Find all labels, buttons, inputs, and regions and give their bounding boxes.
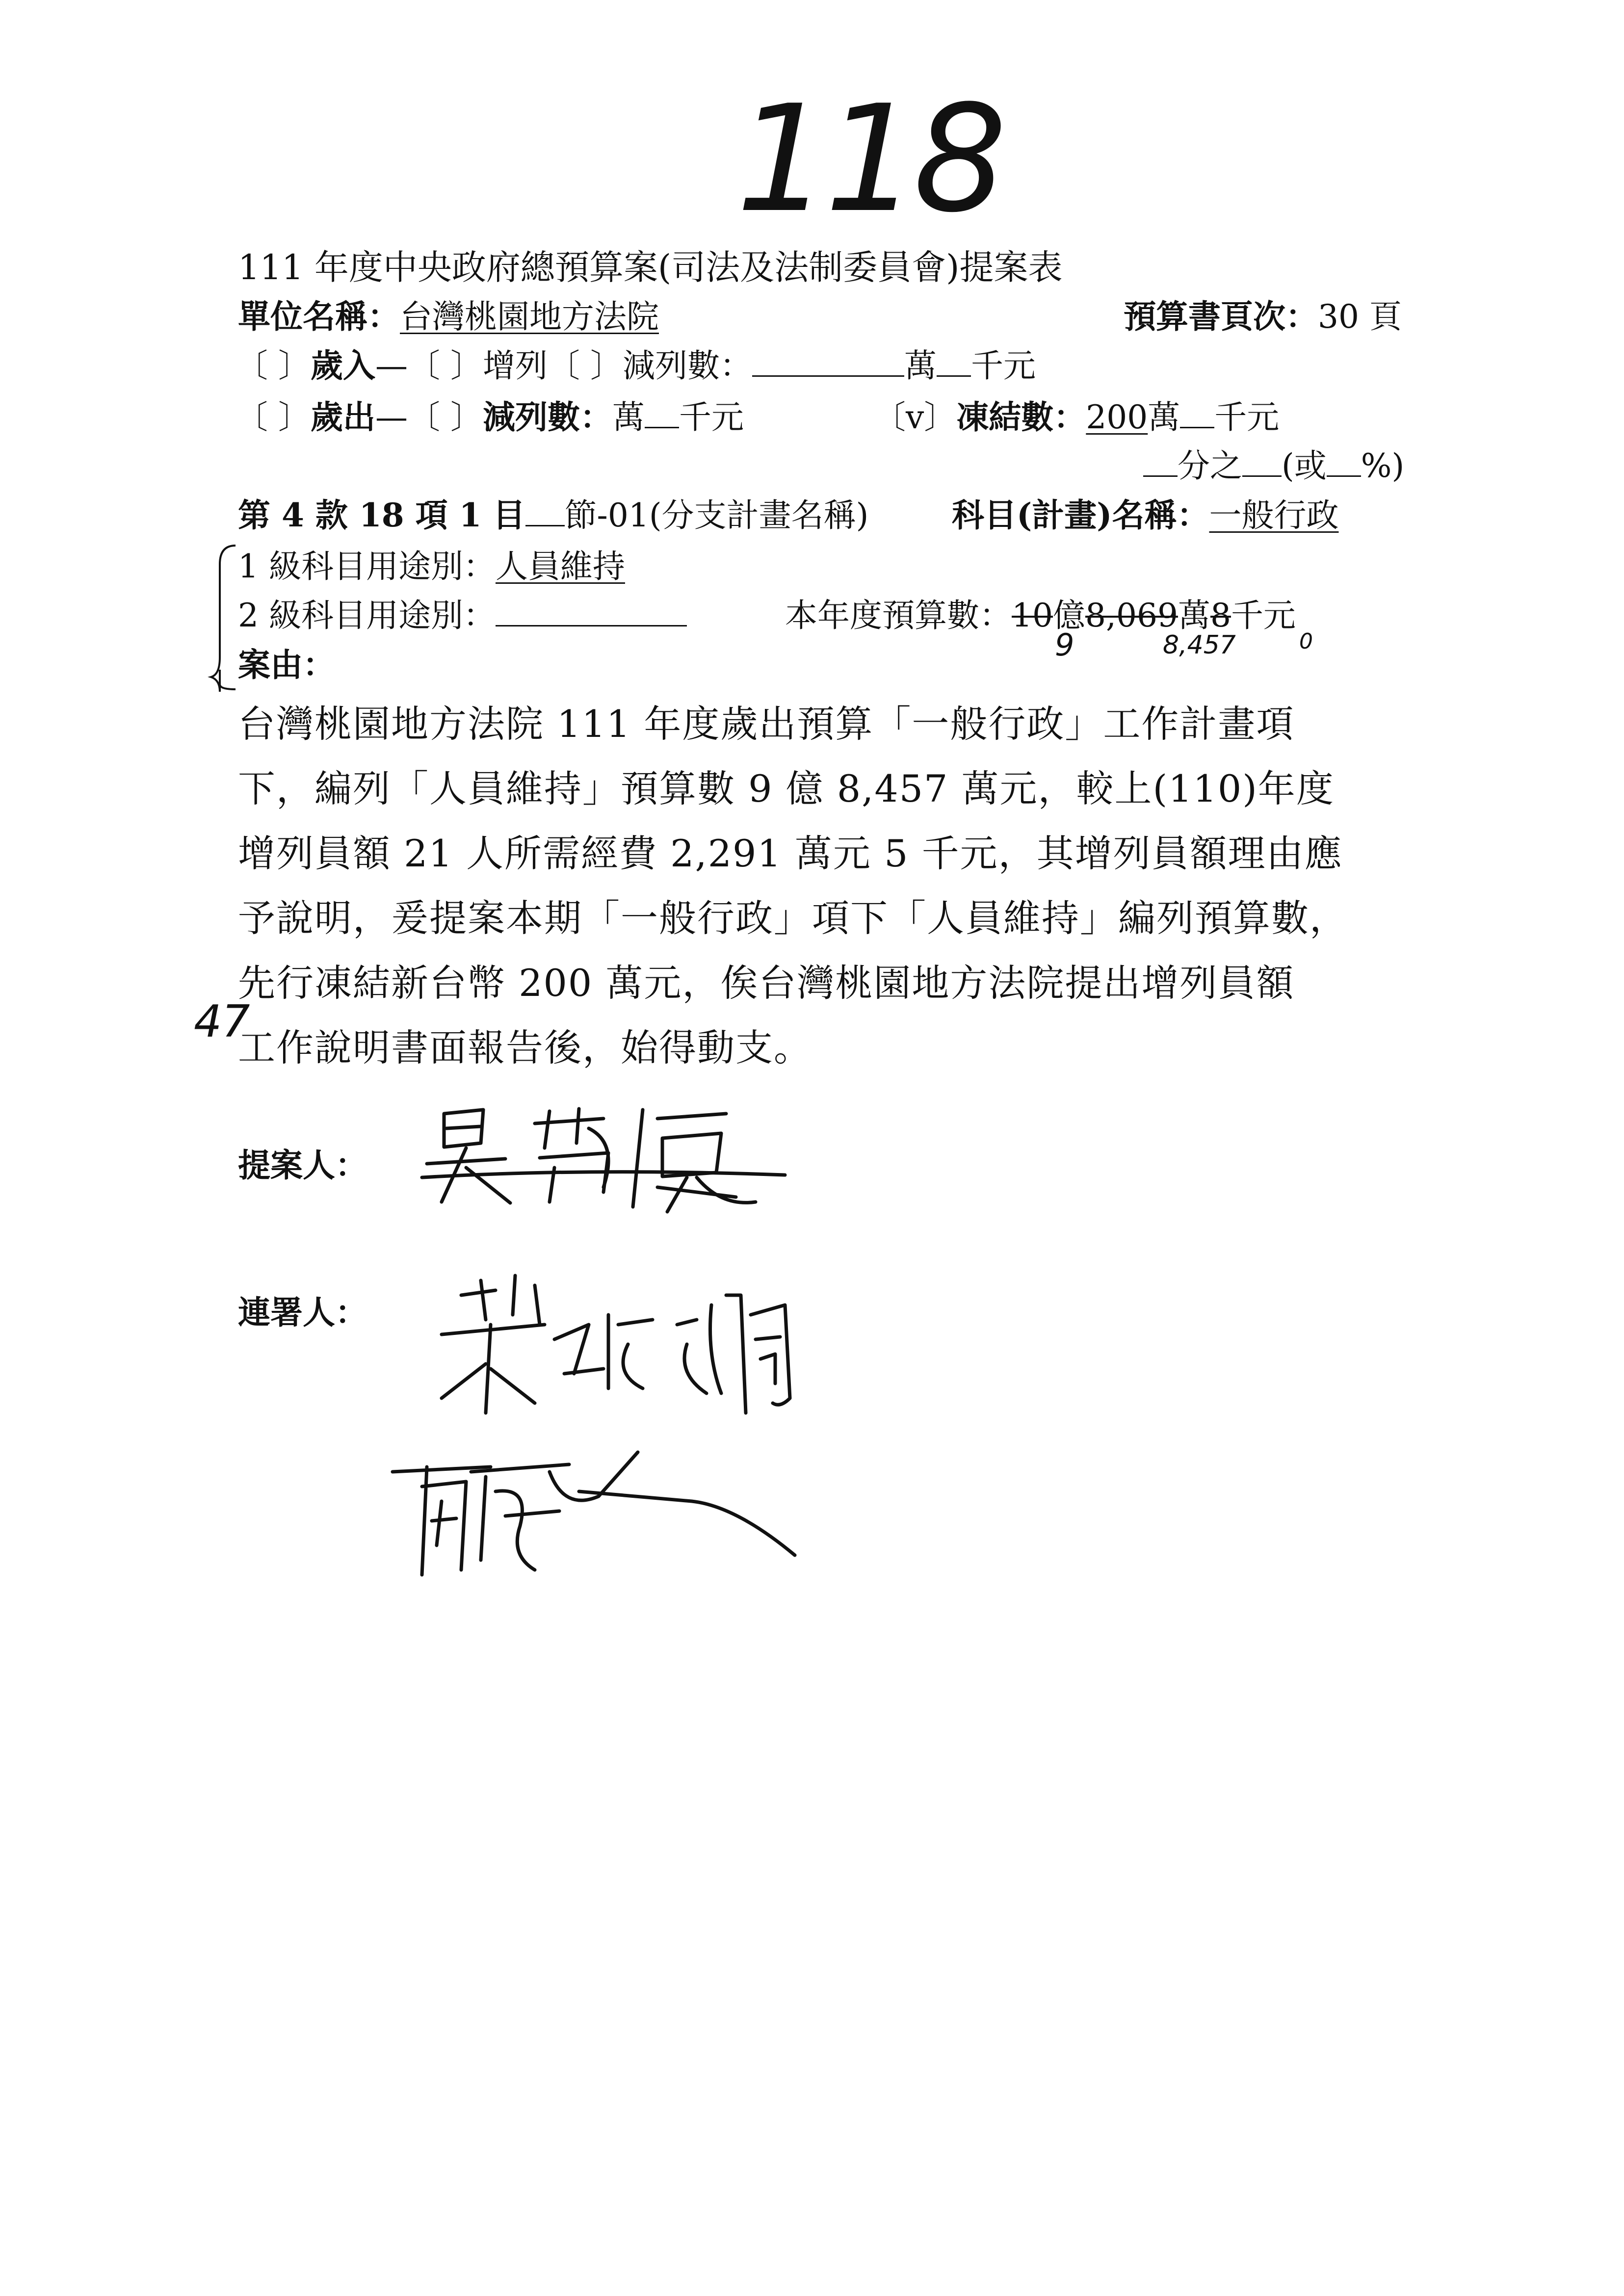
fraction-denominator-blank <box>1242 447 1282 477</box>
fraction-label: 分之 <box>1178 447 1242 485</box>
expenditure-decrease-checkbox: 〔 〕 <box>407 398 483 436</box>
subject-label: 科目(計畫)名稱： <box>952 496 1209 534</box>
level1-value: 人員維持 <box>495 548 625 585</box>
handwritten-margin-mark: 47 <box>194 996 250 1047</box>
reason-label: 案由： <box>238 646 335 684</box>
fraction-line <box>1143 444 1404 488</box>
unit-line <box>238 294 659 339</box>
expenditure-dash: — <box>375 398 408 436</box>
expenditure-qian-unit: 千元 <box>679 398 744 436</box>
item-jie-blank <box>525 496 565 526</box>
fraction-numerator-blank <box>1143 447 1178 477</box>
budget-yi-original: 10 <box>1012 597 1053 634</box>
level2-line <box>238 594 687 638</box>
revenue-dash: — <box>375 347 408 385</box>
budget-page-label: 預算書頁次： <box>1124 297 1318 336</box>
revenue-decrease-label: 減列數： <box>622 347 752 385</box>
level1-label: 1 級科目用途別： <box>238 548 496 585</box>
revenue-increase-checkbox: 〔 〕 <box>407 347 483 385</box>
revenue-qian-unit: 千元 <box>970 347 1036 385</box>
reason-line-3: 增列員額 21 人所需經費 2,291 萬元 5 千元，其增列員額理由應 <box>238 832 1343 875</box>
level1-line <box>238 545 625 589</box>
revenue-decrease-checkbox: 〔 〕 <box>547 347 623 385</box>
revenue-wan-unit: 萬 <box>904 347 937 385</box>
item-prefix: 第 4 款 18 項 1 目 <box>238 496 525 534</box>
freeze-qian-blank <box>1180 398 1214 428</box>
cosigner-label: 連署人： <box>238 1293 367 1331</box>
freeze-line <box>873 395 1279 440</box>
expenditure-checkbox: 〔 〕 <box>236 398 311 436</box>
reason-line-1: 台灣桃園地方法院 111 年度歲出預算「一般行政」工作計畫項 <box>238 702 1295 746</box>
unit-label: 單位名稱： <box>238 297 400 336</box>
expenditure-decrease-label: 減列數： <box>482 398 612 436</box>
reason-line-4: 予說明，爰提案本期「一般行政」項下「人員維持」編列預算數， <box>238 896 1348 940</box>
expenditure-line <box>236 395 744 440</box>
budget-qian-original: 8 <box>1210 597 1231 634</box>
proposer-label: 提案人： <box>238 1146 367 1184</box>
freeze-qian-unit: 千元 <box>1214 398 1280 436</box>
item-line <box>238 493 868 538</box>
budget-wan-original: 8,069 <box>1085 597 1178 634</box>
level2-label: 2 級科目用途別： <box>238 597 496 634</box>
annual-budget-label: 本年度預算數： <box>785 597 1012 634</box>
form-title: 111 年度中央政府總預算案(司法及法制委員會)提案表 <box>238 247 1063 287</box>
revenue-qian-blank <box>937 347 971 377</box>
handwritten-qian-correction: 0 <box>1299 629 1313 654</box>
freeze-checkbox: 〔v〕 <box>873 398 957 436</box>
expenditure-wan-unit: 萬 <box>612 398 645 436</box>
handwritten-yi-correction: 9 <box>1055 627 1074 663</box>
reason-line-2: 下，編列「人員維持」預算數 9 億 8,457 萬元，較上(110)年度 <box>238 767 1335 810</box>
expenditure-qian-blank <box>645 398 679 428</box>
fraction-percent: %) <box>1361 447 1405 485</box>
freeze-label: 凍結數： <box>956 398 1086 436</box>
revenue-line <box>236 343 1036 388</box>
revenue-checkbox: 〔 〕 <box>236 347 311 385</box>
freeze-wan-unit: 萬 <box>1148 398 1180 436</box>
level2-value-blank <box>496 597 687 626</box>
fraction-or: (或 <box>1282 447 1327 485</box>
unit-name: 台灣桃園地方法院 <box>400 298 659 336</box>
reason-body <box>238 692 1348 1080</box>
handwritten-page-number: 118 <box>736 74 1002 245</box>
budget-qian-unit: 千元 <box>1231 597 1296 634</box>
reason-line-6: 工作說明書面報告後，始得動支。 <box>238 1026 812 1070</box>
fraction-percent-blank <box>1327 447 1361 477</box>
subject-value: 一般行政 <box>1209 496 1339 534</box>
budget-yi-unit: 億 <box>1052 597 1085 634</box>
revenue-increase-label: 增列 <box>482 347 548 385</box>
expenditure-label: 歲出 <box>310 398 375 436</box>
handwritten-wan-correction: 8,457 <box>1163 630 1236 660</box>
freeze-value: 200 <box>1086 398 1148 436</box>
budget-wan-unit: 萬 <box>1178 597 1210 634</box>
item-jie: 節-01(分支計畫名稱) <box>564 496 869 534</box>
revenue-label: 歲入 <box>310 346 375 385</box>
subject-line <box>952 493 1338 538</box>
budget-page-line <box>1124 294 1402 339</box>
revenue-amount-blank <box>752 347 904 377</box>
budget-page-value: 30 頁 <box>1318 298 1402 336</box>
reason-line-5: 先行凍結新台幣 200 萬元，俟台灣桃園地方法院提出增列員額 <box>238 961 1295 1005</box>
